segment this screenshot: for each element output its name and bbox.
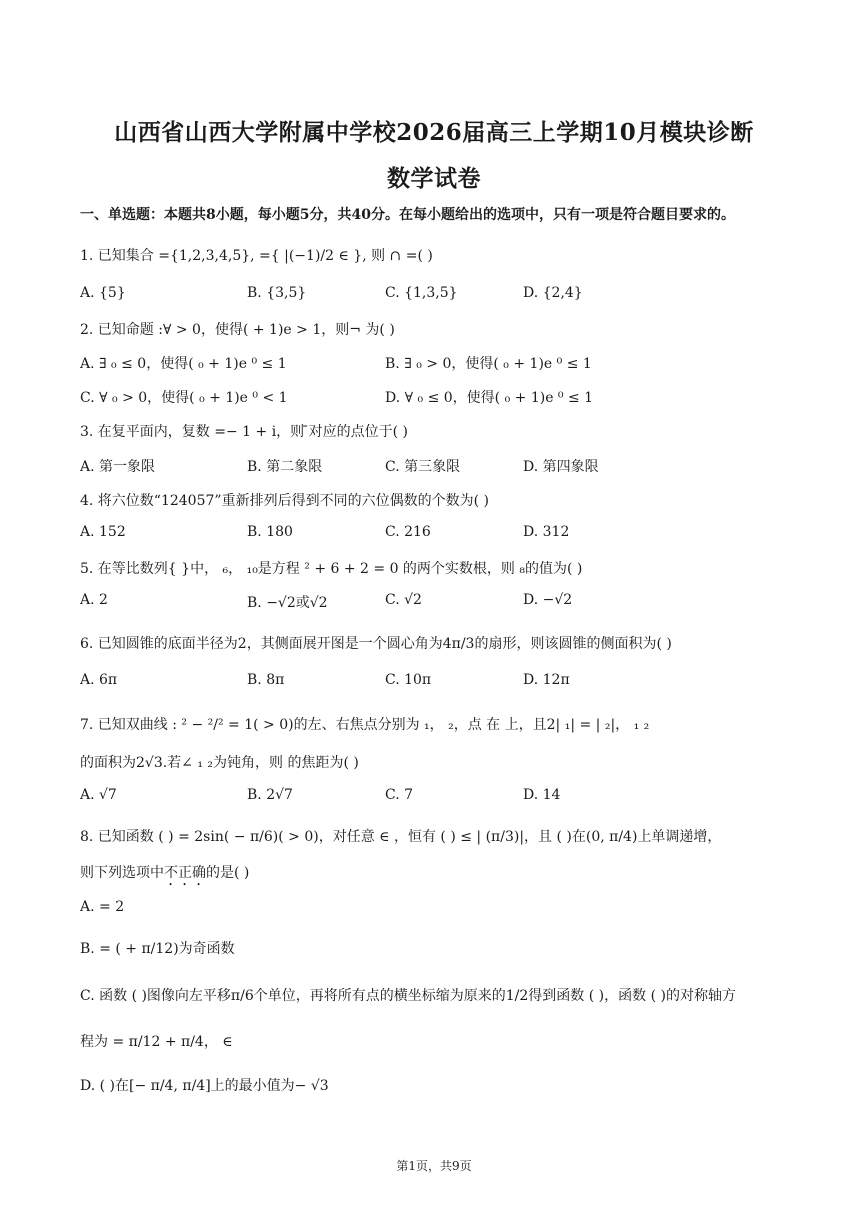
- question-6-option-b: B. 8π: [247, 672, 285, 688]
- question-1-option-b: B. {3,5}: [247, 285, 307, 301]
- page-footer: 第1页，共9页: [396, 1159, 472, 1173]
- question-3-option-a: A. 第一象限: [80, 459, 156, 475]
- question-2-stem: 2. 已知命题 :∀ > 0，使得( + 1)e > 1，则¬ 为( ): [80, 322, 395, 338]
- exam-title: 山西省山西大学附属中学校2026届高三上学期10月模块诊断: [114, 119, 754, 146]
- question-8-stem-pre: 则下列选项中: [80, 865, 164, 881]
- question-8-option-c-cont: 程为 = π/12 + π/4， ∈: [80, 1034, 233, 1050]
- question-8-emphasis: 不正确: [164, 865, 206, 881]
- question-2-option-c: C. ∀ ₀ > 0，使得( ₀ + 1)e ⁰ < 1: [80, 390, 288, 406]
- question-3-option-b: B. 第二象限: [247, 459, 323, 475]
- question-2-option-b: B. ∃ ₀ > 0，使得( ₀ + 1)e ⁰ ≤ 1: [385, 356, 592, 372]
- question-4-stem: 4. 将六位数“124057”重新排列后得到不同的六位偶数的个数为( ): [80, 493, 489, 509]
- question-5-option-b: B. −√2或√2: [247, 595, 328, 611]
- question-3-option-d: D. 第四象限: [523, 459, 599, 475]
- question-7-option-b: B. 2√7: [247, 787, 293, 803]
- question-6-option-c: C. 10π: [385, 672, 432, 688]
- question-8-stem: 8. 已知函数 ( ) = 2sin( − π/6)( > 0)，对任意 ∈ ，恒有 ( ) ≤ | (π/3)|，且 ( )在(0, π/4)上单调递增，: [80, 829, 722, 845]
- question-6-stem: 6. 已知圆锥的底面半径为2，其侧面展开图是一个圆心角为4π/3的扇形，则该圆锥的侧面积为( ): [80, 636, 672, 652]
- question-1-option-a: A. {5}: [80, 285, 126, 301]
- question-8-option-d: D. ( )在[− π/4, π/4]上的最小值为− √3: [80, 1078, 329, 1094]
- question-7-option-c: C. 7: [385, 787, 414, 803]
- question-5-stem: 5. 在等比数列{ }中， ₆， ₁₀是方程 ² + 6 + 2 = 0 的两个实数根，则 ₈的值为( ): [80, 561, 583, 577]
- question-5-option-d: D. −√2: [523, 592, 573, 608]
- question-5-option-a: A. 2: [80, 592, 108, 608]
- question-4-option-a: A. 152: [80, 524, 126, 540]
- question-8-option-b: B. = ( + π/12)为奇函数: [80, 941, 235, 957]
- question-1-option-d: D. {2,4}: [523, 285, 583, 301]
- question-8-option-a: A. = 2: [80, 899, 125, 915]
- question-1-option-c: C. {1,3,5}: [385, 285, 458, 301]
- question-6-option-d: D. 12π: [523, 672, 570, 688]
- question-2-option-d: D. ∀ ₀ ≤ 0，使得( ₀ + 1)e ⁰ ≤ 1: [385, 390, 594, 406]
- question-4-option-c: C. 216: [385, 524, 431, 540]
- question-8-option-c: C. 函数 ( )图像向左平移π/6个单位，再将所有点的横坐标缩为原来的1/2得到函数 ( )，函数 ( )的对称轴方: [80, 988, 736, 1004]
- section-heading: 一、单选题：本题共8小题，每小题5分，共40分。在每小题给出的选项中，只有一项是符合题目要求的。: [80, 207, 735, 223]
- question-6-option-a: A. 6π: [80, 672, 118, 688]
- question-5-option-c: C. √2: [385, 592, 422, 608]
- question-8-stem-cont: [80, 862, 249, 889]
- question-1-stem: 1. 已知集合 ={1,2,3,4,5}, ={ |(−1)/2 ∈ }, 则 ∩ =( ): [80, 248, 433, 264]
- question-4-option-d: D. 312: [523, 524, 570, 540]
- question-8-stem-post: 的是( ): [206, 865, 250, 881]
- question-3-stem: 3. 在复平面内，复数 =− 1 + i，则 ̄对应的点位于( ): [80, 424, 409, 440]
- question-7-option-a: A. √7: [80, 787, 117, 803]
- question-7-stem-cont: 的面积为2√3.若∠ ₁ ₂为钝角，则 的焦距为( ): [80, 755, 359, 771]
- question-7-option-d: D. 14: [523, 787, 561, 803]
- question-4-option-b: B. 180: [247, 524, 293, 540]
- question-3-option-c: C. 第三象限: [385, 459, 461, 475]
- exam-subtitle: 数学试卷: [387, 165, 481, 192]
- question-7-stem: 7. 已知双曲线 : ² − ²/² = 1( > 0)的左、右焦点分别为 ₁， ₂，点 在 上，且2| ₁| = | ₂|， ₁ ₂: [80, 717, 650, 733]
- question-2-option-a: A. ∃ ₀ ≤ 0，使得( ₀ + 1)e ⁰ ≤ 1: [80, 356, 287, 372]
